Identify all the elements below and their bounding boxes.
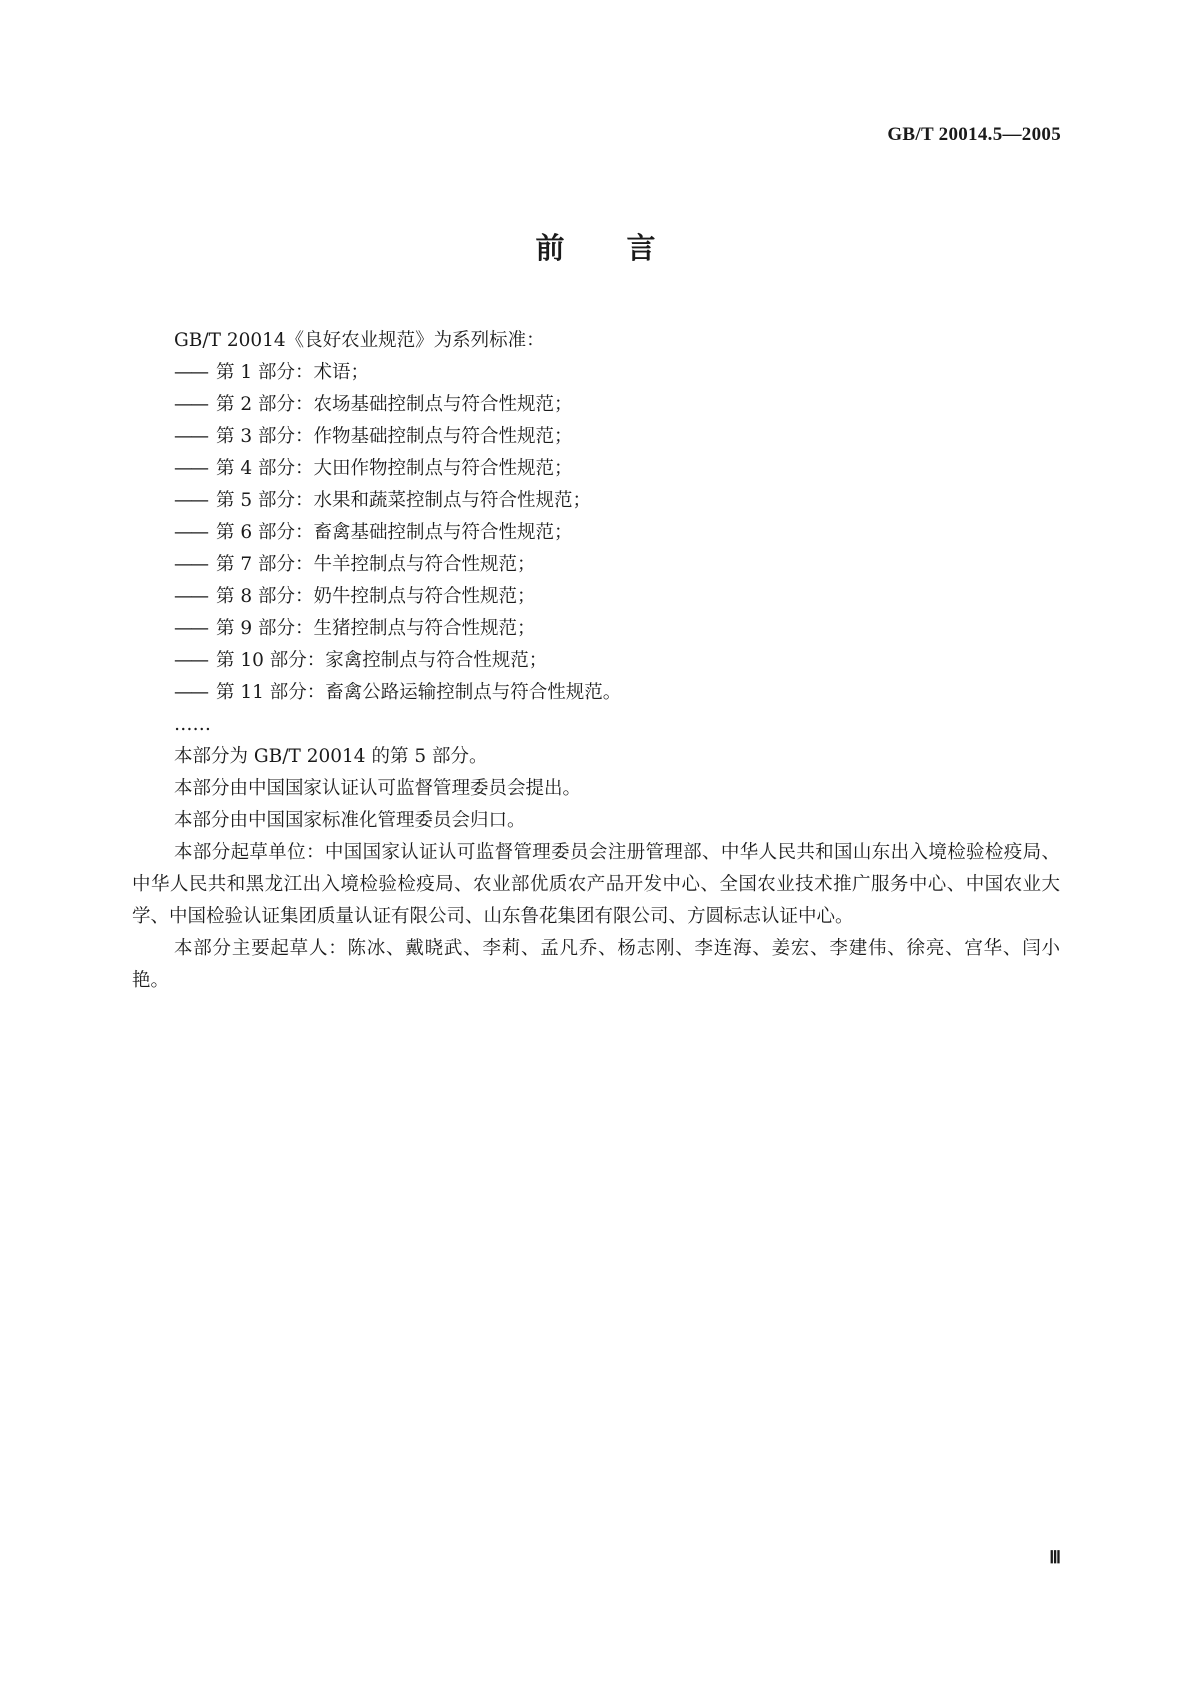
list-item <box>132 517 1060 549</box>
drafters-paragraph: 本部分主要起草人：陈冰、戴晓武、李莉、孟凡乔、杨志刚、李连海、姜宏、李建伟、徐亮、宫华、闫小艳。 <box>132 938 1060 991</box>
part-statement-paragraph: 本部分为 GB/T 20014 的第 5 部分。 <box>174 746 488 767</box>
list-item-text: 第 3 部分：作物基础控制点与符合性规范； <box>216 426 573 447</box>
list-item <box>132 581 1060 613</box>
list-dash: —— <box>174 682 207 703</box>
intro-paragraph: GB/T 20014《良好农业规范》为系列标准： <box>174 330 545 351</box>
list-item-text: 第 1 部分：术语； <box>216 362 370 383</box>
standard-code: GB/T 20014.5—2005 <box>887 124 1061 145</box>
list-item <box>132 549 1060 581</box>
list-item-text: 第 11 部分：畜禽公路运输控制点与符合性规范。 <box>216 682 622 703</box>
parts-list <box>132 357 1060 709</box>
list-dash: —— <box>174 362 207 383</box>
list-item <box>132 613 1060 645</box>
page-number: Ⅲ <box>1049 1548 1061 1567</box>
centralized-by-paragraph: 本部分由中国国家标准化管理委员会归口。 <box>174 810 526 831</box>
list-item-text: 第 9 部分：生猪控制点与符合性规范； <box>216 618 536 639</box>
list-dash: —— <box>174 426 207 447</box>
list-dash: —— <box>174 586 207 607</box>
list-item-text: 第 2 部分：农场基础控制点与符合性规范； <box>216 394 573 415</box>
list-item <box>132 389 1060 421</box>
drafting-units-paragraph: 本部分起草单位：中国国家认证认可监督管理委员会注册管理部、中华人民共和国山东出入境检验检疫局、中华人民共和黑龙江出入境检验检疫局、农业部优质农产品开发中心、全国农业技术推广服务中心、中国农业大学、中国检验认证集团质量认证有限公司、山东鲁花集团有限公司、方圆标志认证中心。 <box>132 842 1060 927</box>
list-item-text: 第 8 部分：奶牛控制点与符合性规范； <box>216 586 536 607</box>
foreword-body <box>132 325 1060 997</box>
list-dash: —— <box>174 650 207 671</box>
proposer-paragraph: 本部分由中国国家认证认可监督管理委员会提出。 <box>174 778 582 799</box>
list-dash: —— <box>174 458 207 479</box>
list-item <box>132 357 1060 389</box>
ellipsis: …… <box>174 714 211 735</box>
list-item <box>132 645 1060 677</box>
list-item-text: 第 10 部分：家禽控制点与符合性规范； <box>216 650 548 671</box>
list-dash: —— <box>174 394 207 415</box>
list-item <box>132 677 1060 709</box>
list-item-text: 第 6 部分：畜禽基础控制点与符合性规范； <box>216 522 573 543</box>
list-dash: —— <box>174 522 207 543</box>
page-title: 前言 <box>535 231 718 265</box>
list-item-text: 第 4 部分：大田作物控制点与符合性规范； <box>216 458 573 479</box>
list-item-text: 第 7 部分：牛羊控制点与符合性规范； <box>216 554 536 575</box>
list-item <box>132 453 1060 485</box>
list-dash: —— <box>174 554 207 575</box>
list-dash: —— <box>174 618 207 639</box>
list-dash: —— <box>174 490 207 511</box>
list-item <box>132 485 1060 517</box>
list-item <box>132 421 1060 453</box>
list-item-text: 第 5 部分：水果和蔬菜控制点与符合性规范； <box>216 490 592 511</box>
